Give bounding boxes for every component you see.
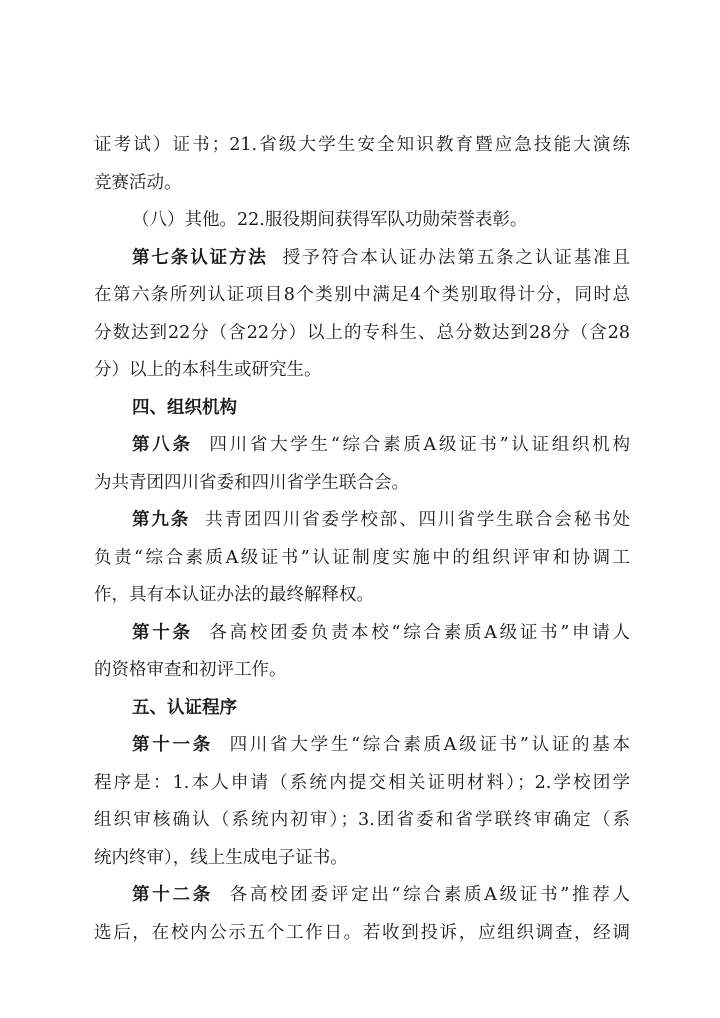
article-heading: 第十二条 <box>132 885 213 905</box>
body-line: 的资格审查和初评工作。 <box>94 660 287 680</box>
article-heading: 第十条 <box>132 622 193 643</box>
article-text: 各高校团委评定出“综合素质A级证书”推荐人 <box>229 885 631 905</box>
body-line: 作，具有本认证办法的最终解释权。 <box>94 585 374 605</box>
body-line: 证考试）证书；21.省级大学生安全知识教育暨应急技能大演练 <box>94 135 630 155</box>
body-line: 竞赛活动。 <box>94 172 182 193</box>
body-line: 分）以上的本科生或研究生。 <box>94 360 322 380</box>
article-text: 四川省大学生“综合素质A级证书”认证组织机构 <box>209 435 631 455</box>
article-first-line <box>94 427 630 465</box>
article-text: 各高校团委负责本校“综合素质A级证书”申请人 <box>209 622 631 643</box>
article-text: 共青团四川省委学校部、四川省学生联合会秘书处 <box>205 510 631 530</box>
article-heading: 第七条认证方法 <box>132 247 268 268</box>
body-line: 程序是：1.本人申请（系统内提交相关证明材料）；2.学校团学 <box>94 772 630 793</box>
body-line: （八）其他。22.服役期间获得军队功勋荣誉表彰。 <box>132 210 528 230</box>
article-first-line <box>94 502 630 540</box>
article-first-line <box>94 727 630 765</box>
section-heading: 五、认证程序 <box>132 697 237 718</box>
body-line: 在第六条所列认证项目8个类别中满足4个类别取得计分，同时总 <box>94 285 630 305</box>
article-text: 四川省大学生“综合素质A级证书”认证的基本 <box>229 735 631 755</box>
body-line: 负责“综合素质A级证书”认证制度实施中的组织评审和协调工 <box>94 547 630 568</box>
body-line: 统内终审），线上生成电子证书。 <box>94 847 348 868</box>
article-text: 授予符合本认证办法第五条之认证基准且 <box>282 247 631 268</box>
body-line: 组织审核确认（系统内初审）；3.团省委和省学联终审确定（系 <box>94 810 630 830</box>
article-heading: 第九条 <box>132 510 191 530</box>
article-first-line <box>94 615 630 653</box>
article-heading: 第八条 <box>132 435 193 455</box>
document-body <box>94 127 630 952</box>
body-line: 选后，在校内公示五个工作日。若收到投诉，应组织调查，经调 <box>94 922 630 943</box>
article-heading: 第十一条 <box>132 735 213 755</box>
body-line: 分数达到22分（含22分）以上的专科生、总分数达到28分（含28 <box>94 322 630 343</box>
article-first-line <box>94 877 630 915</box>
article-first-line <box>94 240 630 278</box>
section-heading: 四、组织机构 <box>132 397 237 418</box>
body-line: 为共青团四川省委和四川省学生联合会。 <box>94 472 409 493</box>
